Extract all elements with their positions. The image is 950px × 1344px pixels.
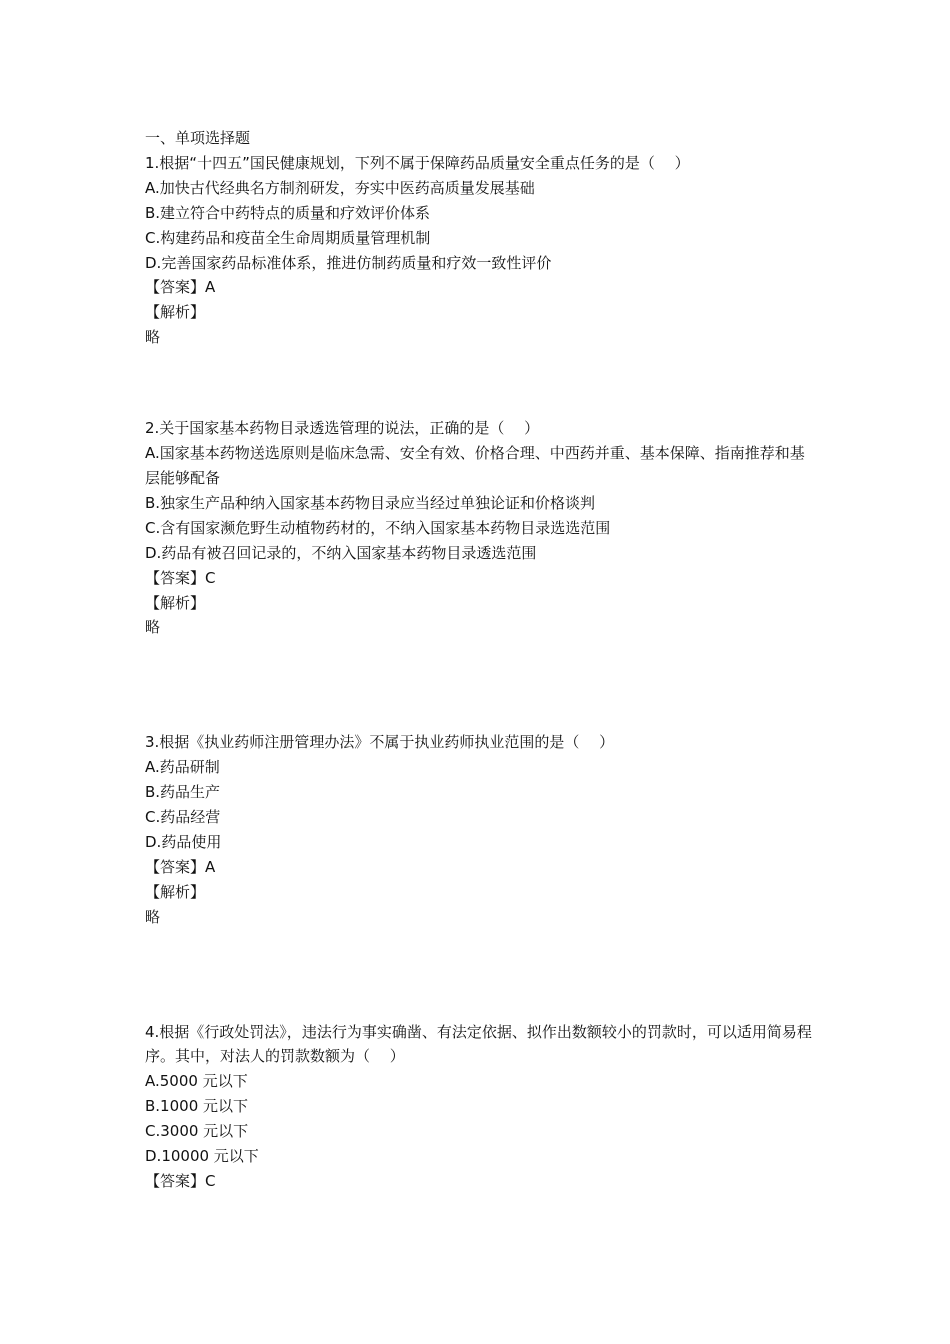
analysis-text: 略 bbox=[145, 907, 161, 926]
option-a: A.加快古代经典名方制剂研发，夯实中医药高质量发展基础 bbox=[145, 178, 535, 197]
answer: 【答案】C bbox=[145, 1172, 216, 1190]
answer: 【答案】C bbox=[145, 568, 216, 587]
document-content bbox=[145, 126, 815, 1194]
option-b: B.药品生产 bbox=[145, 783, 221, 802]
option-c: C.3000 元以下 bbox=[145, 1122, 249, 1141]
question-stem: 1.根据“十四五”国民健康规划，下列不属于保障药品质量安全重点任务的是（ ） bbox=[145, 153, 690, 172]
option-c: C.构建药品和疫苗全生命周期质量管理机制 bbox=[145, 228, 431, 247]
analysis-label: 【解析】 bbox=[145, 882, 206, 901]
option-a: A.药品研制 bbox=[145, 758, 220, 777]
option-b: B.1000 元以下 bbox=[145, 1097, 249, 1116]
option-d: D.药品使用 bbox=[145, 832, 222, 851]
analysis-text: 略 bbox=[145, 328, 161, 347]
question-stem: 3.根据《执业药师注册管理办法》不属于执业药师执业范围的是（ ） bbox=[145, 733, 615, 752]
section-title: 一、单项选择题 bbox=[145, 129, 251, 147]
analysis-label: 【解析】 bbox=[145, 303, 206, 322]
option-c: C.含有国家濒危野生动植物药材的，不纳入国家基本药物目录选选范围 bbox=[145, 518, 611, 537]
option-b: B.建立符合中药特点的质量和疗效评价体系 bbox=[145, 203, 431, 222]
option-d: D.药品有被召回记录的，不纳入国家基本药物目录透选范围 bbox=[145, 543, 537, 562]
question-stem: 4.根据《行政处罚法》，违法行为事实确凿、有法定依据、拟作出数额较小的罚款时，可以适用简易程序。其中，对法人的罚款数额为（ ） bbox=[145, 1022, 812, 1066]
answer: 【答案】A bbox=[145, 857, 216, 876]
question-stem: 2.关于国家基本药物目录透选管理的说法，正确的是（ ） bbox=[145, 419, 540, 438]
question-3 bbox=[145, 730, 815, 929]
option-b: B.独家生产品种纳入国家基本药物目录应当经过单独论证和价格谈判 bbox=[145, 493, 596, 512]
option-a: A.国家基本药物送选原则是临床急需、安全有效、价格合理、中西药并重、基本保障、指南推荐和基层能够配备 bbox=[145, 444, 805, 487]
option-d: D.完善国家药品标准体系，推进仿制药质量和疗效一致性评价 bbox=[145, 253, 552, 272]
option-d: D.10000 元以下 bbox=[145, 1147, 259, 1166]
option-c: C.药品经营 bbox=[145, 808, 221, 827]
option-a: A.5000 元以下 bbox=[145, 1072, 248, 1091]
answer: 【答案】A bbox=[145, 278, 216, 297]
question-4 bbox=[145, 1020, 815, 1194]
question-1 bbox=[145, 151, 815, 350]
question-2 bbox=[145, 416, 815, 640]
analysis-label: 【解析】 bbox=[145, 593, 206, 612]
analysis-text: 略 bbox=[145, 618, 161, 637]
